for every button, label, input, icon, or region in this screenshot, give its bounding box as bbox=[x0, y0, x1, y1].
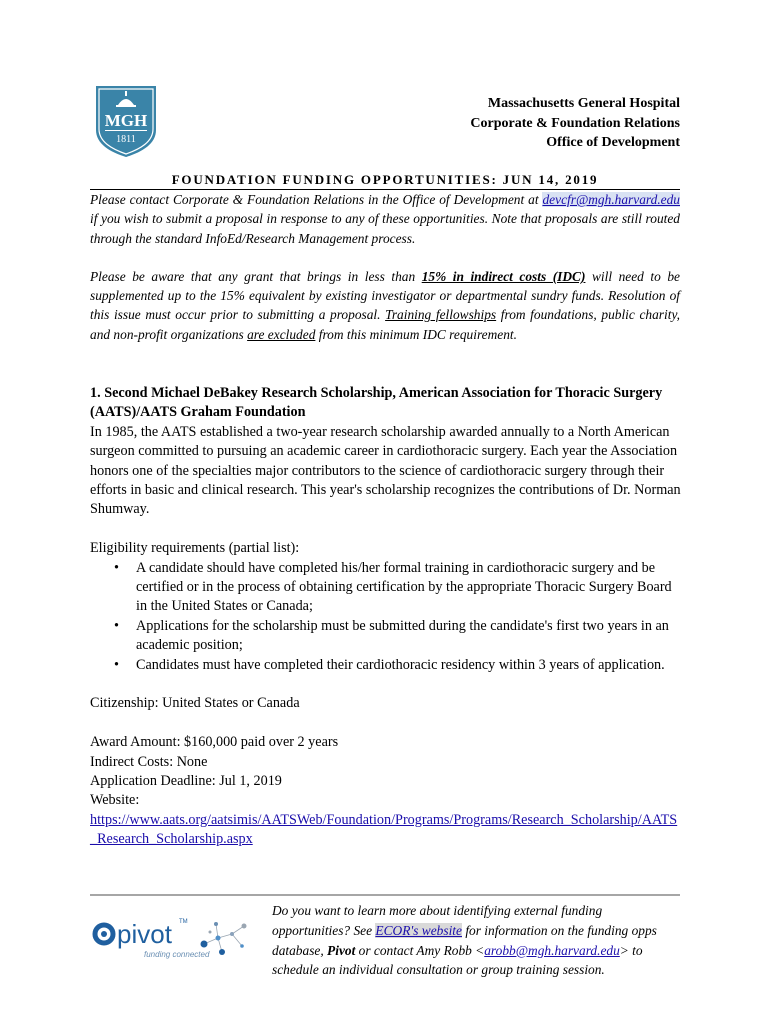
intro-paragraph-2: Please be aware that any grant that brings in less than 15% in indirect costs (IDC) will need to be supplemented up to the 15% equivalent by existing investigator or departmental sundry funds. Resolution of this issue must occur prior to submitting a proposal. Training fellowships from foundations, public charity, and non-profit organizations are excluded from this minimum IDC requirement. bbox=[90, 268, 680, 342]
eligibility-heading: Eligibility requirements (partial list): bbox=[90, 540, 300, 557]
opportunity-title: 1. Second Michael DeBakey Research Scholarship, American Association for Thoracic Surgery (AATS)/AATS Graham Foundation bbox=[90, 385, 663, 421]
arobb-email-link[interactable]: arobb@mgh.harvard.edu bbox=[484, 942, 620, 958]
eligibility-item: • Applications for the scholarship must be submitted during the candidate's first two years in an academic position; bbox=[136, 617, 682, 656]
organization-block bbox=[470, 94, 680, 153]
ecor-website-link[interactable]: ECOR's website bbox=[375, 922, 462, 938]
mgh-logo bbox=[94, 84, 158, 158]
footer-divider bbox=[90, 894, 680, 896]
eligibility-item: • Candidates must have completed their cardiothoracic residency within 3 years of application. bbox=[136, 656, 682, 675]
citizenship: Citizenship: United States or Canada bbox=[90, 695, 300, 712]
eligibility-list bbox=[90, 559, 682, 675]
pivot-promo: Do you want to learn more about identifying external funding opportunities? See ECOR's website for information on the funding opps database, Pivot or contact Amy Robb <arobb@mgh.harvard.edu> to schedule an individual consultation or group training session. bbox=[272, 903, 657, 978]
opportunity-description: In 1985, the AATS established a two-year research scholarship awarded annually to a North American surgeon committed to pursuing an academic career in cardiothoracic surgery. Each year the Association honors one of the specialties major contributors to the science of cardiothoracic surgery through their efforts in basic and clinical research. This year's scholarship recognizes the contributions of Dr. Norman Shumway. bbox=[90, 423, 681, 518]
org-line-3: Office of Development bbox=[546, 135, 680, 150]
training-fellowships-emphasis: Training fellowships bbox=[385, 307, 497, 323]
pivot-tm: TM bbox=[179, 919, 188, 925]
pivot-logo-text: pivot bbox=[117, 919, 172, 949]
devcfr-email-link[interactable]: devcfr@mgh.harvard.edu bbox=[542, 192, 680, 207]
pivot-tagline: funding connected bbox=[144, 950, 210, 959]
pivot-logo bbox=[92, 910, 267, 970]
website-link[interactable]: https://www.aats.org/aatsimis/AATSWeb/Foundation/Programs/Programs/Research_Scholarship/AATS_Research_Scholarship.aspx bbox=[90, 811, 678, 848]
org-line-1: Massachusetts General Hospital bbox=[487, 96, 680, 111]
org-line-2: Corporate & Foundation Relations bbox=[470, 115, 680, 131]
pivot-emphasis: Pivot bbox=[327, 942, 356, 958]
website-label: Website: bbox=[90, 792, 140, 809]
excluded-emphasis: are excluded bbox=[247, 326, 316, 342]
indirect-costs: Indirect Costs: None bbox=[90, 753, 208, 770]
award-amount: Award Amount: $160,000 paid over 2 years bbox=[90, 734, 339, 751]
application-deadline: Application Deadline: Jul 1, 2019 bbox=[90, 773, 282, 790]
intro-paragraph-1: Please contact Corporate & Foundation Relations in the Office of Development at devcfr@mgh.harvard.edu if you wish to submit a proposal in response to any of these opportunities. Note that proposals are still routed through the standard InfoEd/Research Management process. bbox=[90, 192, 680, 246]
logo-year: 1811 bbox=[116, 134, 136, 145]
logo-text: MGH bbox=[104, 111, 148, 130]
eligibility-item: • A candidate should have completed his/her formal training in cardiothoracic surgery and be certified or in the process of obtaining certification by the appropriate Thoracic Surgery Board in the United States or Canada; bbox=[136, 559, 682, 617]
page-title: FOUNDATION FUNDING OPPORTUNITIES: JUN 14, 2019 bbox=[171, 172, 599, 187]
opportunity-section bbox=[90, 384, 682, 850]
intro-section bbox=[90, 190, 680, 344]
idc-emphasis: 15% in indirect costs (IDC) bbox=[421, 268, 586, 284]
